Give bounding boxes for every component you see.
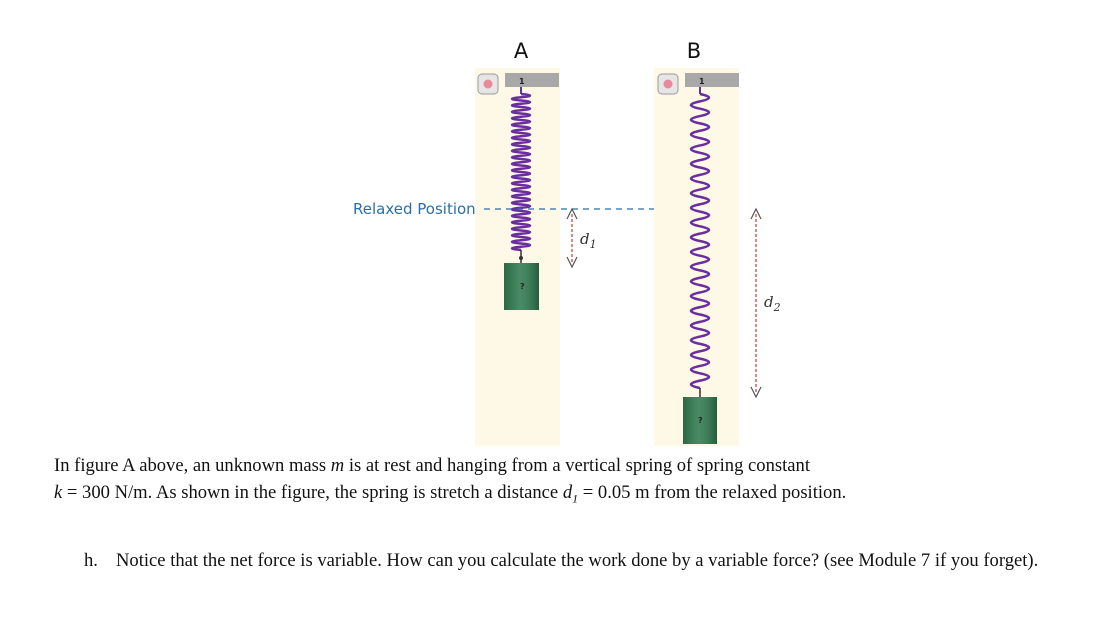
spring-mount-bar-b [685,73,739,87]
figure-a-label: A [513,39,529,63]
k-variable: k [54,482,63,503]
figure-b-label: B [686,39,702,63]
d-subscript: 1 [572,491,579,506]
mass-variable: m [330,455,345,476]
problem-text-1: In figure A above, an unknown mass [54,455,331,476]
reset-button-a[interactable] [478,74,498,94]
d2-arrow [751,209,761,397]
spring-mount-bar-a [505,73,559,87]
question-h [84,547,1064,575]
mass-a[interactable] [504,263,539,310]
problem-statement [54,452,1064,513]
d2-label: $d_2$ [764,293,781,314]
problem-text-4: = 0.05 m from the relaxed position. [578,482,847,503]
question-text: Notice that the net force is variable. How can you calculate the work done by a variable force? (see Module 7 if you forget). [116,550,1039,571]
mass-b[interactable] [683,397,717,444]
question-marker: h. [84,550,98,571]
reset-button-b[interactable] [658,74,678,94]
d1-label: $d_1$ [580,230,597,251]
panel-b-background [654,68,739,446]
svg-text:?: ? [520,282,525,291]
problem-text-3: = 300 N/m. As shown in the figure, the spring is stretch a distance [62,482,563,503]
d-variable: d [562,482,573,503]
d1-arrow [567,209,577,267]
hook-number-b: 1 [699,77,705,86]
svg-text:?: ? [698,416,703,425]
problem-text-2: is at rest and hanging from a vertical spring of spring constant [344,455,810,476]
relaxed-position-label: Relaxed Position [353,200,476,218]
hook-number-a: 1 [519,77,525,86]
